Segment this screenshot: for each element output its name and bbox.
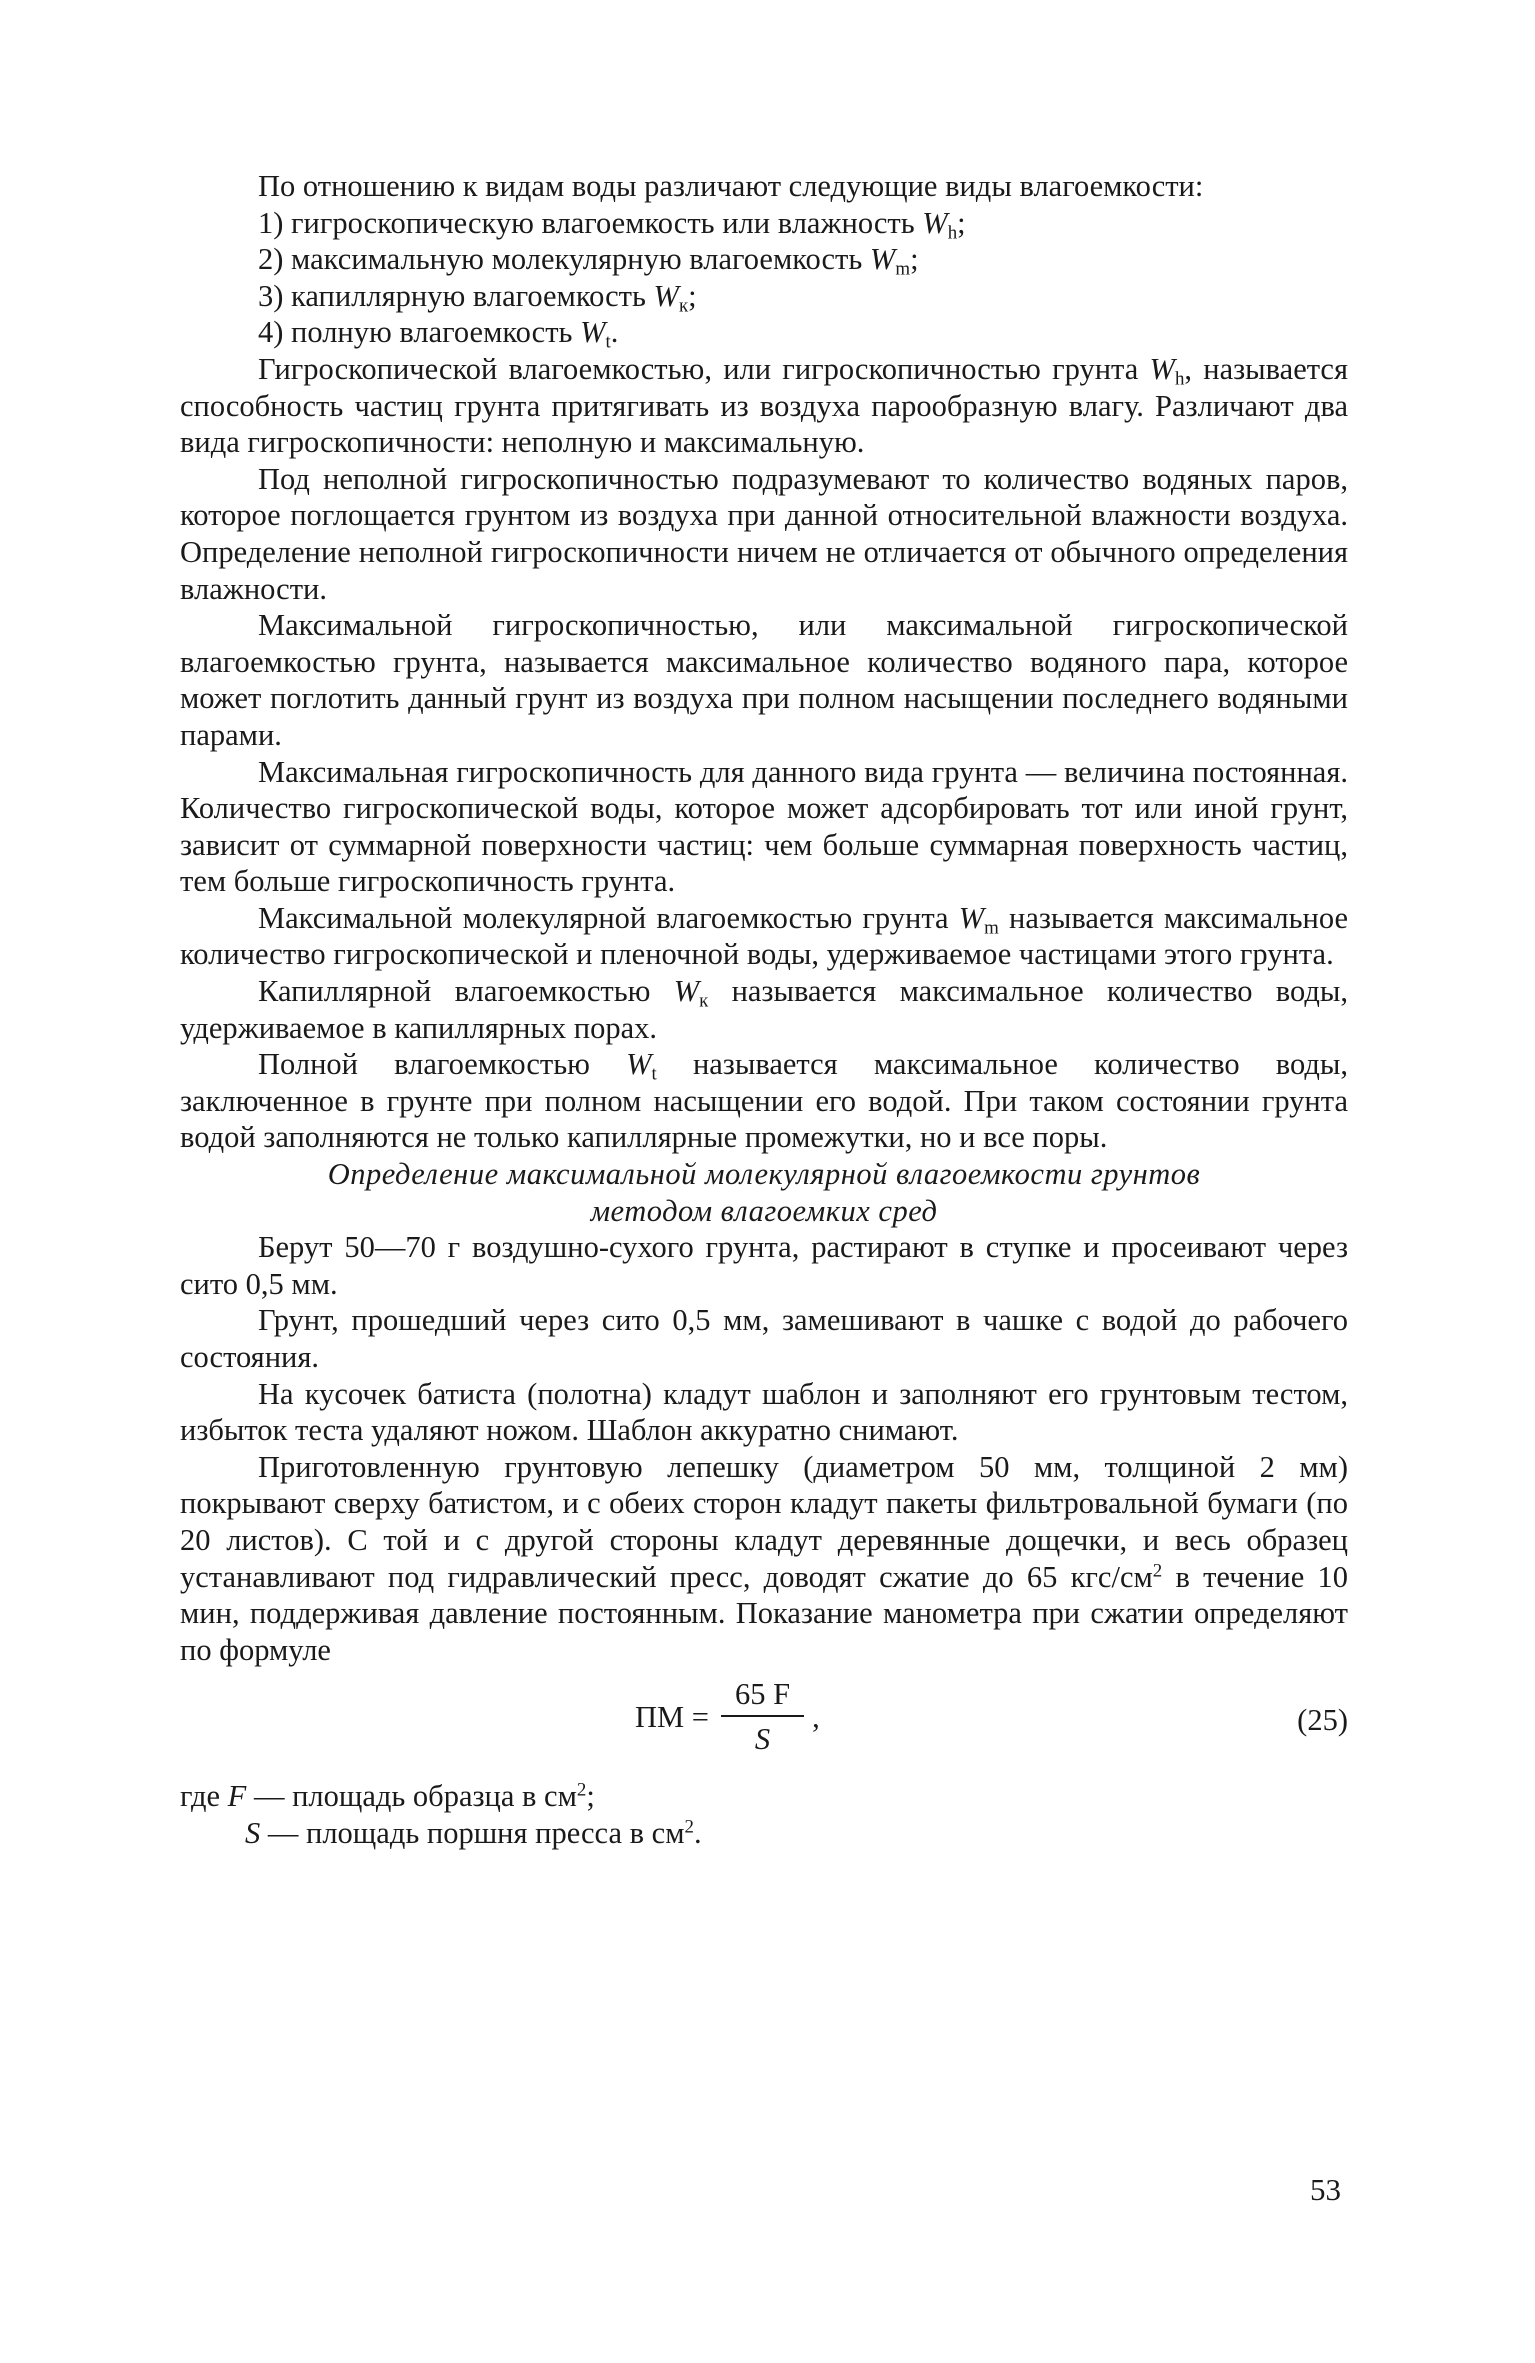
full-capacity-paragraph: Полной влагоемкостью $W_t$ называется максимальное количество воды, заключенное в грунте при полном насыщении его водой. При таком состоянии грунта водой заполняются не только капиллярные промежутки, но и все поры. <box>180 1047 1349 1155</box>
list-item: 1) гигроскопическую влагоемкость или влажность $W_h$; <box>258 205 966 244</box>
procedure-step-1: Берут 50—70 г воздушно-сухого грунта, растирают в ступке и просеивают через сито 0,5 мм. <box>180 1230 1348 1301</box>
constant-paragraph: Максимальная гигроскопичность для данного вида грунта — величина постоянная. Количество гигроскопической воды, которое может адсорбировать тот или иной грунт, зависит от суммарной поверхности частиц: чем больше суммарная поверхность частиц, тем больше гигроскопичность грунта. <box>180 754 1348 899</box>
max-hygroscopicity-paragraph: Максимальной гигроскопичностью, или максимальной гигроскопической влагоемкостью грунта, называется максимальное количество водяного пара, которое может поглотить данный грунт из воздуха при полном насыщении последнего водяными парами. <box>180 608 1348 752</box>
procedure-step-3: На кусочек батиста (полотна) кладут шаблон и заполняют его грунтовым тестом, избыток теста удаляют ножом. Шаблон аккуратно снимают. <box>180 1376 1348 1448</box>
where-line-1: где F — площадь образца в $см^2$; <box>180 1779 595 1814</box>
page-number: 53 <box>1310 2172 1341 2207</box>
list-item: 2) максимальную молекулярную влагоемкость $W_m$; <box>258 242 919 280</box>
formula-denominator: S <box>754 1721 771 1756</box>
formula-lhs: ПМ = <box>635 1699 709 1734</box>
formula-comma: , <box>812 1699 820 1734</box>
formula-numerator: 65 F <box>721 1676 804 1717</box>
incomplete-hygroscopicity-paragraph: Под неполной гигроскопичностью подразумевают то количество водяных паров, которое поглощается грунтом из воздуха при данной относительной влажности воздуха. Определение неполной гигроскопичности ничем не отличается от обычного определения влажности. <box>180 461 1348 606</box>
formula <box>635 1676 820 1757</box>
intro-paragraph: По отношению к видам воды различают следующие виды влагоемкости: <box>258 169 1204 203</box>
equation-number: (25) <box>1297 1703 1348 1738</box>
list-item: 3) капиллярную влагоемкость $W_к$; <box>258 278 697 317</box>
section-heading <box>180 1156 1348 1229</box>
formula-block <box>180 1676 1348 1766</box>
where-line-2: S — площадь поршня пресса в $см^2$. <box>245 1815 702 1850</box>
formula-fraction <box>721 1676 804 1757</box>
page-body <box>180 168 1348 1852</box>
section-heading-line2: методом влагоемких сред <box>590 1193 938 1228</box>
capillary-capacity-paragraph: Капиллярной влагоемкостью $W_к$ называется максимальное количество воды, удерживаемое в капиллярных порах. <box>180 974 1348 1045</box>
procedure-step-2: Грунт, прошедший через сито 0,5 мм, замешивают в чашке с водой до рабочего состояния. <box>180 1303 1348 1374</box>
moisture-capacity-list <box>180 205 1348 354</box>
molecular-capacity-paragraph: Максимальной молекулярной влагоемкостью грунта $W_m$ называется максимальное количество гигроскопической и пленочной воды, удерживаемое частицами этого грунта. <box>180 900 1348 972</box>
hygroscopicity-paragraph: Гигроскопической влагоемкостью, или гигроскопичностью грунта $W_h$, называется способность частиц грунта притягивать из воздуха парообразную влагу. Различают два вида гигроскопичности: неполную и максимальную. <box>180 351 1349 460</box>
procedure-step-4: Приготовленную грунтовую лепешку (диаметром 50 мм, толщиной 2 мм) покрывают сверху батистом, и с обеих сторон кладут пакеты фильтровальной бумаги (по 20 листов). С той и с другой стороны кладут деревянные дощечки, и весь образец устанавливают под гидравлический пресс, доводят сжатие до 65 кгс/$см^2$ в течение 10 мин, поддерживая давление постоянным. Показание манометра при сжатии определяют по формуле <box>180 1449 1348 1667</box>
section-heading-line1: Определение максимальной молекулярной влагоемкости грунтов <box>327 1157 1201 1192</box>
list-item: 4) полную влагоемкость $W_t$. <box>258 315 619 354</box>
